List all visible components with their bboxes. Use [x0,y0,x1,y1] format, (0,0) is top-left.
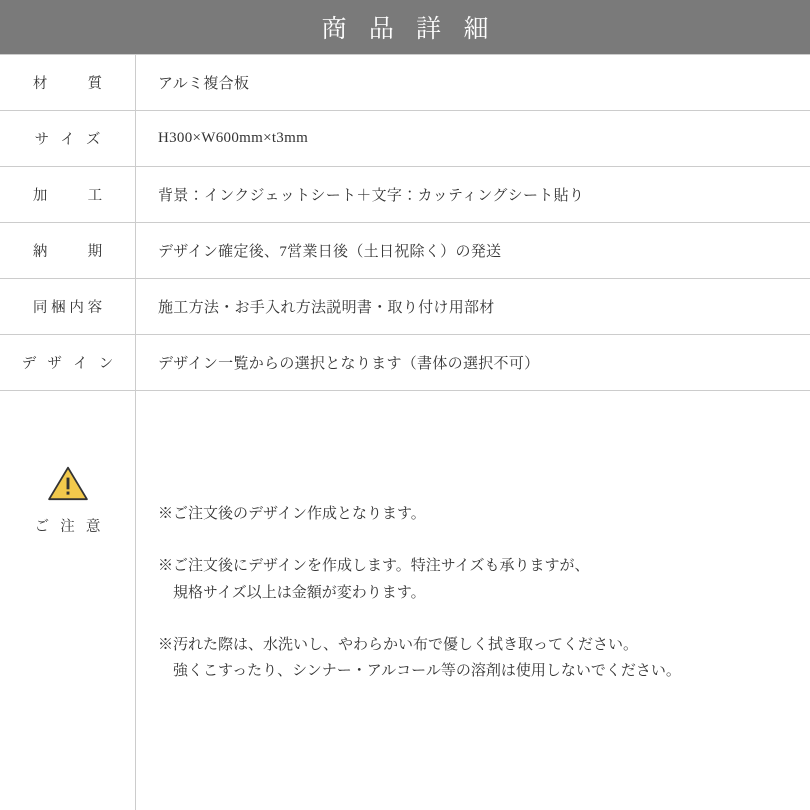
table-row [0,223,810,279]
table-row [0,111,810,167]
spec-table [0,54,810,810]
notice-paragraph-main: ※汚れた際は、水洗いし、やわらかい布で優しく拭き取ってください。 [158,636,639,653]
page-title: 商 品 詳 細 [321,16,497,43]
table-row [0,167,810,223]
row-label-processing: 加 工 [0,167,136,222]
row-value-material: アルミ複合板 [158,76,250,92]
notice-label-text: ご 注 意 [34,519,105,535]
notice-paragraph [158,553,792,606]
row-value-processing: 背景：インクジェットシート＋文字：カッティングシート貼り [158,188,585,204]
row-label-size: サ イ ズ [0,111,136,166]
sheet-header [0,0,810,54]
row-value-size: H300×W600mm×t3mm [158,130,309,146]
row-label-material: 材 質 [0,55,136,110]
notice-paragraph-main: ※ご注文後にデザインを作成します。特注サイズも承りますが、 [158,558,590,575]
notice-paragraph [158,632,792,685]
notice-body [136,391,810,810]
notice-paragraph-main: ※ご注文後のデザイン作成となります。 [158,506,426,522]
row-label-design: デ ザ イ ン [0,335,136,390]
warning-triangle-icon [48,465,88,501]
notice-paragraph-sub: 強くこすったり、シンナー・アルコール等の溶剤は使用しないでください。 [173,663,681,679]
row-value-design: デザイン一覧からの選択となります（書体の選択不可） [158,356,540,372]
table-row [0,279,810,335]
row-label-delivery: 納 期 [0,223,136,278]
table-row [0,335,810,391]
notice-paragraph [158,501,792,527]
table-row-notice [0,391,810,810]
row-value-package-contents: 施工方法・お手入れ方法説明書・取り付け用部材 [158,300,495,316]
table-row [0,55,810,111]
row-label-notice [0,391,136,810]
notice-paragraph-sub: 規格サイズ以上は金額が変わります。 [173,584,426,601]
row-label-package-contents: 同梱内容 [0,279,136,334]
row-value-delivery: デザイン確定後、7営業日後（土日祝除く）の発送 [158,244,502,260]
